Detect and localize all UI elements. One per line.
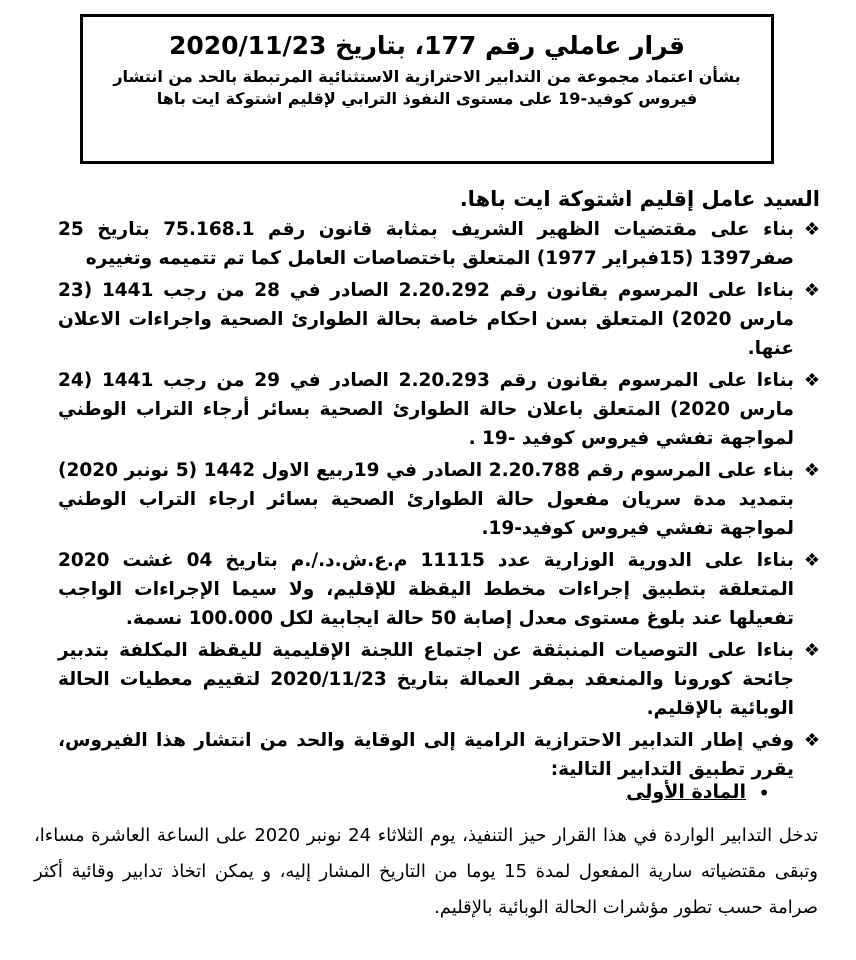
decision-title: قرار عاملي رقم 177، بتاريخ 2020/11/23 <box>168 31 686 60</box>
list-item-text: بناء على مقتضيات الظهير الشريف بمثابة قانون رقم 75.168.1 بتاريخ 25 صفر1397 (15فبراير 1977) المتعلق باختصاصات العامل كما تم تتميمه وتغييره <box>58 219 794 269</box>
list-item <box>58 726 820 784</box>
diamond-bullet-icon: ❖ <box>803 640 820 661</box>
article-bullet-icon: • <box>758 781 770 805</box>
list-item-text: وفي إطار التدابير الاحترازية الرامية إلى الوقاية والحد من انتشار هذا الفيروس، يقرر تطبيق التدابير التالية: <box>58 730 794 780</box>
governor-heading: السيد عامل إقليم اشتوكة ايت باها. <box>459 187 820 211</box>
diamond-bullet-icon: ❖ <box>803 550 820 571</box>
diamond-bullet-icon: ❖ <box>803 460 820 481</box>
list-item <box>58 546 820 633</box>
diamond-bullet-icon: ❖ <box>803 280 820 301</box>
list-item <box>58 215 820 273</box>
list-item-text: بناءا على المرسوم بقانون رقم 2.20.293 الصادر في 29 من رجب 1441 (24 مارس 2020) المتعلق باعلان حالة الطوارئ الصحية بسائر أرجاء التراب الوطني لمواجهة تفشي فيروس كوفيد -19 . <box>58 370 795 449</box>
list-item <box>58 456 820 543</box>
decision-subtitle: بشأن اعتماد مجموعة من التدابير الاحترازية الاستثنائية المرتبطة بالحد من انتشار فيروس كوفيد-19 على مستوى النفوذ الترابي لإقليم اشتوكة ايت باها <box>113 67 741 108</box>
decision-title-box <box>80 14 774 164</box>
list-item-text: بناءا على الدورية الوزارية عدد 11115 م.ع.ش.د./.م بتاريخ 04 غشت 2020 المتعلقة بتطبيق إجراءات مخطط اليقظة للإقليم، ولا سيما الإجراءات الواجب تفعيلها عند بلوغ مستوى معدل إصابة 50 حالة ايجابية لكل 100.000 نسمة. <box>58 550 794 629</box>
list-item-text: بناءا على المرسوم بقانون رقم 2.20.292 الصادر في 28 من رجب 1441 (23 مارس 2020) المتعلق بسن احكام خاصة بحالة الطوارئ الصحية واجراءات الاعلان عنها. <box>58 280 795 359</box>
article-title: المادة الأولى <box>626 781 746 803</box>
list-item <box>58 276 820 363</box>
article-paragraph: تدخل التدابير الواردة في هذا القرار حيز التنفيذ، يوم الثلاثاء 24 نونبر 2020 على الساعة العاشرة مساءا، وتبقى مقتضياته سارية المفعول لمدة 15 يوما من التاريخ المشار إليه، و يمكن اتخاذ تدابير وقائية أكثر صرامة حسب تطور مؤشرات الحالة الوبائية بالإقليم. <box>34 825 819 918</box>
legal-basis-list <box>58 215 820 787</box>
list-item <box>58 366 820 453</box>
list-item-text: بناء على المرسوم رقم 2.20.788 الصادر في 19ربيع الاول 1442 (5 نونبر 2020) بتمديد مدة سريان مفعول حالة الطوارئ الصحية بسائر ارجاء التراب الوطني لمواجهة تفشي فيروس كوفيد-19. <box>58 460 794 539</box>
diamond-bullet-icon: ❖ <box>803 219 820 240</box>
list-item-text: بناءا على التوصيات المنبثقة عن اجتماع اللجنة الإقليمية لليقظة المكلفة بتدبير جائحة كورونا والمنعقد بمقر العمالة بتاريخ 2020/11/23 لتقييم معطيات الحالة الوبائية بالإقليم. <box>58 640 794 719</box>
diamond-bullet-icon: ❖ <box>803 730 820 751</box>
diamond-bullet-icon: ❖ <box>803 370 820 391</box>
list-item <box>58 636 820 723</box>
